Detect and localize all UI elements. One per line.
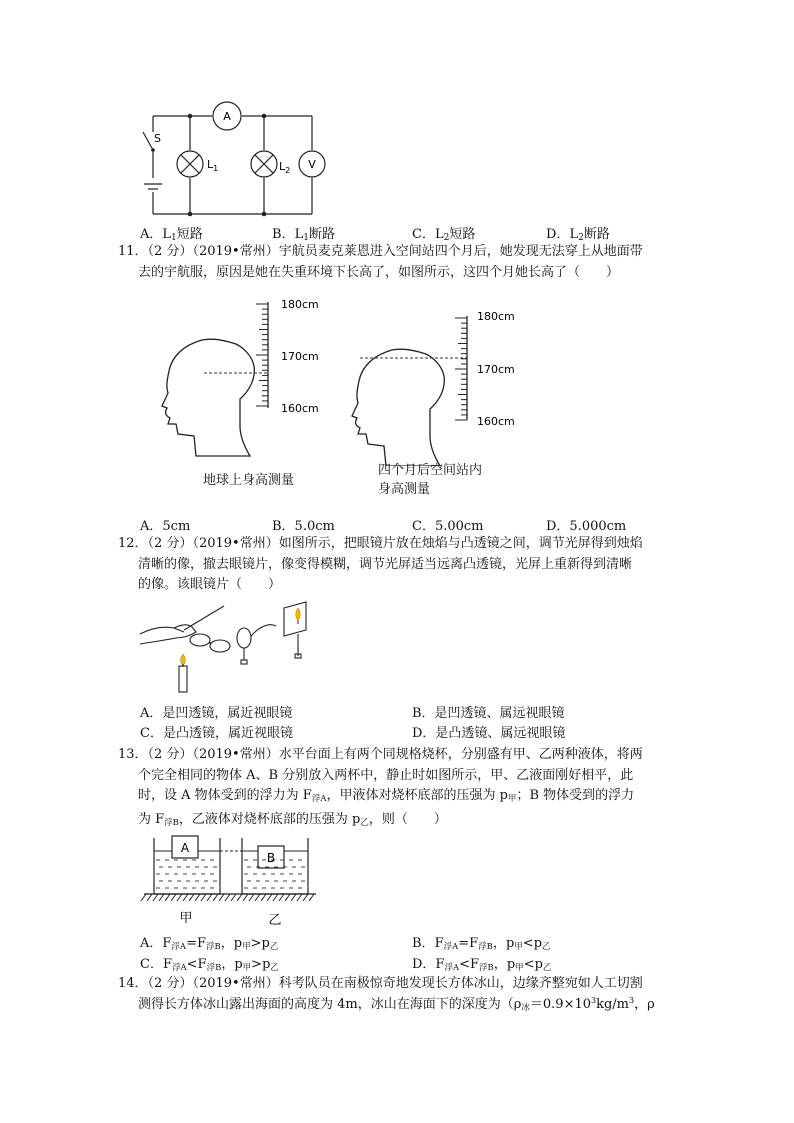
table-hatch-line [171, 894, 176, 901]
table-hatch-line [207, 894, 212, 901]
beaker-jia-label: 甲 [179, 911, 193, 926]
q13-option-a[interactable]: A．F浮A=F浮B，p甲>p乙 [140, 936, 279, 952]
ruler1-label-180: 180cm [281, 298, 319, 311]
q13-line-3: 时，设 A 物体受到的浮力为 F浮A，甲液体对烧杯底部的压强为 p甲；B 物体受到的浮力 [138, 788, 635, 804]
q10-option-d[interactable]: D．$L_2$断路 [546, 227, 610, 243]
ammeter-label: A [223, 110, 231, 123]
block-b-label: B [266, 851, 276, 865]
table-hatch-line [261, 894, 266, 901]
optics-setup-figure [138, 598, 338, 694]
figure-caption-station-line-2: 身高测量 [378, 482, 431, 497]
table-hatch-line [159, 894, 164, 901]
q11-stem [118, 242, 643, 283]
figure-caption-earth: 地球上身高测量 [203, 473, 295, 488]
table-hatch-line [231, 894, 236, 901]
table-hatch-line [279, 894, 284, 901]
q13-stem [118, 745, 643, 833]
q12-option-b[interactable]: B．是凹透镜、属远视眼镜 [412, 706, 565, 721]
table-hatch-line [213, 894, 218, 901]
q14-stem [118, 974, 655, 1018]
figure-caption-station-line-1: 四个月后空间站内 [378, 463, 483, 478]
table-hatch-line [219, 894, 224, 901]
beakers-figure [140, 832, 320, 928]
table-hatch-line [195, 894, 200, 901]
table-hatch-line [237, 894, 242, 901]
table-hatch-line [225, 894, 230, 901]
ruler2-label-170: 170cm [477, 363, 515, 376]
q14-line-2: 测得长方体冰山露出海面的高度为 4m，冰山在海面下的深度为（ρ冰$=0.9\times 10^3kg/m^3$，ρ [138, 995, 655, 1013]
q10-option-a[interactable]: A．$L_1$短路 [140, 227, 203, 243]
ruler2-label-180: 180cm [477, 310, 515, 323]
table-hatch-line [273, 894, 278, 901]
q11-option-c[interactable]: C．5.00cm [412, 519, 484, 534]
q12-line-2: 清晰的像，撤去眼镜片，像变得模糊，调节光屏适当远离凸透镜，光屏上重新得到清晰 [138, 556, 633, 572]
q11-option-a[interactable]: A．5cm [140, 519, 191, 534]
q10-option-b[interactable]: B．$L_1$断路 [272, 227, 335, 243]
table-hatch-line [291, 894, 296, 901]
table-hatch-line [201, 894, 206, 901]
table-hatch-line [189, 894, 194, 901]
q12-option-d[interactable]: D．是凸透镜、属远视眼镜 [412, 726, 566, 741]
q11-option-b[interactable]: B．5.0cm [272, 519, 335, 534]
figure-caption-station [378, 461, 482, 499]
block-a-label: A [180, 841, 190, 855]
table-hatch-line [249, 894, 254, 901]
q13-option-c[interactable]: C．F浮A<F浮B，p甲>p乙 [140, 957, 279, 973]
q12-option-a[interactable]: A．是凹透镜，属近视眼镜 [140, 706, 293, 721]
q12-line-1: 12．（2 分）（2019•常州）如图所示，把眼镜片放在烛焰与凸透镜之间，调节光屏得到烛焰 [118, 536, 643, 551]
ruler1-label-160: 160cm [281, 402, 319, 415]
height-measurement-figure [140, 296, 520, 466]
ruler1-label-170: 170cm [281, 350, 319, 363]
table-hatch-line [165, 894, 170, 901]
table-hatch-line [267, 894, 272, 901]
q13-line-2: 个完全相同的物体 A、B 分别放入两杯中，静止时如图所示，甲、乙液面刚好相平，此 [138, 767, 634, 783]
voltmeter-label: V [308, 158, 316, 171]
q11-line-1: 11．（2 分）（2019•常州）宇航员麦克莱恩进入空间站四个月后，她发现无法穿上从地面带 [118, 244, 643, 259]
q13-option-b[interactable]: B．F浮A=F浮B，p甲<p乙 [412, 936, 551, 952]
q12-option-c[interactable]: C．是凸透镜，属近视眼镜 [140, 726, 293, 741]
ruler2-label-160: 160cm [477, 415, 515, 428]
table-hatch-line [147, 894, 152, 901]
table-hatch-line [153, 894, 158, 901]
lamp1-label: $L_1$ [207, 158, 219, 173]
table-hatch-line [243, 894, 248, 901]
q13-line-1: 13．（2 分）（2019•常州）水平台面上有两个同规格烧杯，分别盛有甲、乙两种液体，将两 [118, 747, 643, 762]
q13-line-4: 为 F浮B，乙液体对烧杯底部的压强为 p乙，则（ ） [138, 811, 447, 828]
table-hatch-line [303, 894, 308, 901]
q12-line-3: 的像。该眼镜片（ ） [138, 577, 282, 592]
q13-option-d[interactable]: D．F浮A<F浮B，p甲<p乙 [412, 957, 552, 973]
circuit-diagram [130, 98, 340, 218]
table-hatch-line [177, 894, 182, 901]
table-hatch-line [309, 894, 314, 901]
table-hatch-line [297, 894, 302, 901]
switch-label: S [154, 132, 161, 145]
beaker-yi-label: 乙 [268, 913, 282, 928]
q10-option-c[interactable]: C．$L_2$短路 [412, 227, 476, 243]
q11-line-2: 去的宇航服，原因是她在失重环境下长高了，如图所示，这四个月她长高了（ ） [138, 264, 620, 280]
q11-option-d[interactable]: D．5.000cm [546, 519, 627, 534]
table-hatch-line [141, 894, 146, 901]
q12-stem [118, 534, 643, 596]
lamp2-label: $L_2$ [279, 160, 291, 175]
table-hatch-line [285, 894, 290, 901]
q14-line-1: 14．（2 分）（2019•常州）科考队员在南极惊奇地发现长方体冰山，边缘齐整宛如人工切割 [118, 976, 643, 991]
table-hatch-line [183, 894, 188, 901]
table-hatch-line [255, 894, 260, 901]
